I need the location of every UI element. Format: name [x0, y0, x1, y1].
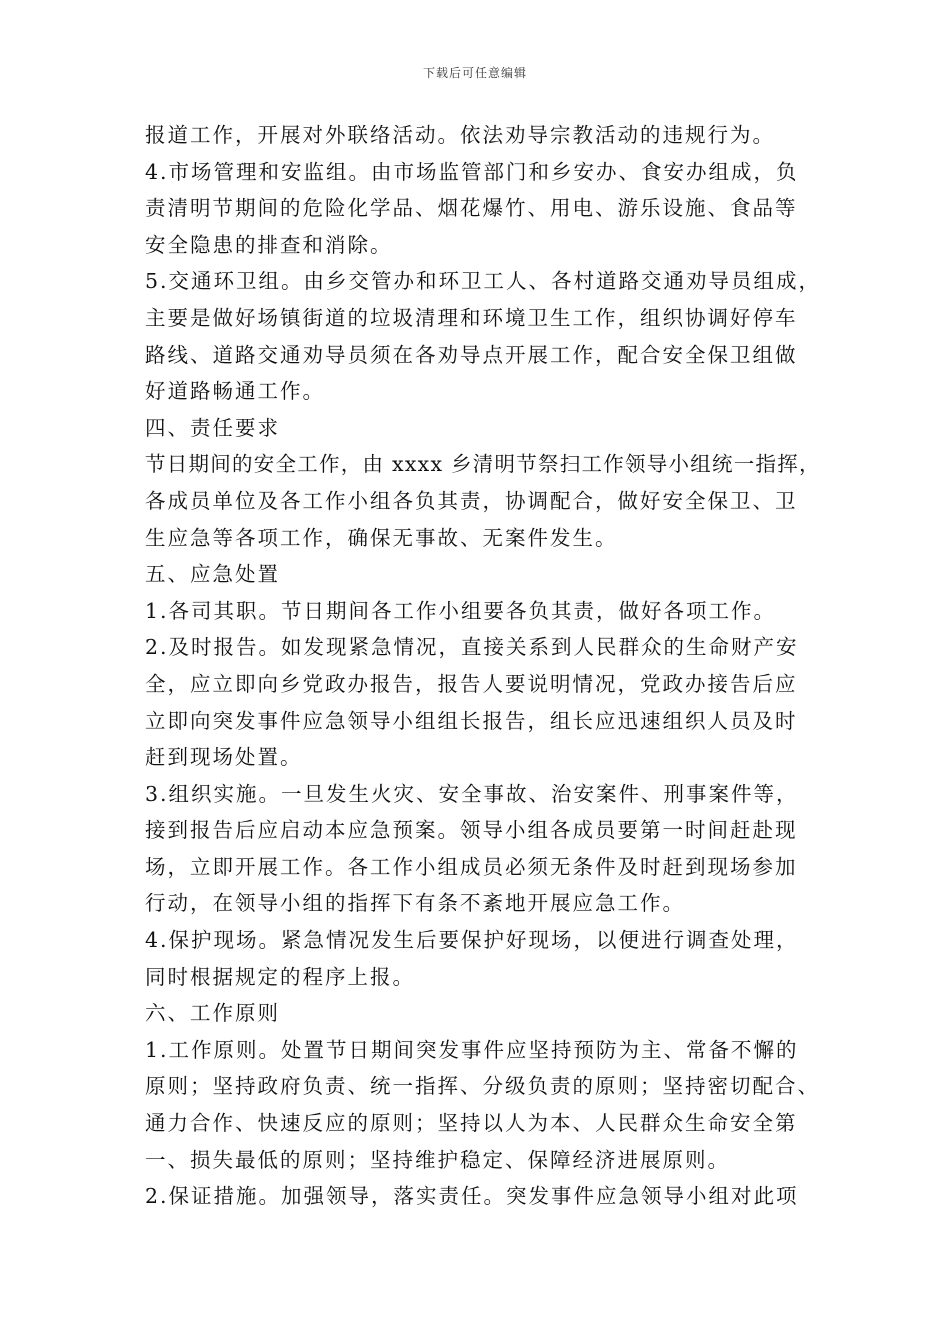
text-line: 场，立即开展工作。各工作小组成员必须无条件及时赶到现场参加: [145, 854, 798, 879]
document-body: [145, 117, 825, 1215]
text-line: 责清明节期间的危险化学品、烟花爆竹、用电、游乐设施、食品等: [145, 196, 798, 221]
text-line: 通力合作、快速反应的原则；坚持以人为本、人民群众生命安全第: [145, 1111, 798, 1136]
text-line: 六、工作原则: [145, 1001, 280, 1026]
text-line: 四、责任要求: [145, 415, 280, 440]
text-line: 报道工作，开展对外联络活动。依法劝导宗教活动的违规行为。: [145, 123, 775, 147]
text-line: 同时根据规定的程序上报。: [145, 964, 415, 989]
text-line: 安全隐患的排查和消除。: [145, 232, 393, 257]
text-line: 主要是做好场镇街道的垃圾清理和环境卫生工作，组织协调好停车: [145, 305, 798, 330]
text-line: 2.及时报告。如发现紧急情况，直接关系到人民群众的生命财产安: [145, 635, 799, 660]
text-line: 2.保证措施。加强领导，落实责任。突发事件应急领导小组对此项: [145, 1184, 799, 1209]
text-line: 赶到现场处置。: [145, 745, 303, 770]
text-line: 接到报告后应启动本应急预案。领导小组各成员要第一时间赶赴现: [145, 818, 798, 843]
text-line: 五、应急处置: [145, 562, 280, 587]
text-line: 原则；坚持政府负责、统一指挥、分级负责的原则；坚持密切配合、: [145, 1074, 820, 1099]
text-line: 一、损失最低的原则；坚持维护稳定、保障经济进展原则。: [145, 1147, 730, 1172]
text-line: 4.保护现场。紧急情况发生后要保护好现场，以便进行调查处理，: [145, 928, 799, 953]
text-line: 好道路畅通工作。: [145, 379, 325, 404]
text-line: 节日期间的安全工作，由 xxxx 乡清明节祭扫工作领导小组统一指挥，: [145, 452, 821, 477]
text-line: 3.组织实施。一旦发生火灾、安全事故、治安案件、刑事案件等，: [145, 781, 799, 806]
text-line: 各成员单位及各工作小组各负其责，协调配合，做好安全保卫、卫: [145, 488, 798, 513]
text-line: 立即向突发事件应急领导小组组长报告，组长应迅速组织人员及时: [145, 708, 798, 733]
text-line: 生应急等各项工作，确保无事故、无案件发生。: [145, 525, 618, 550]
text-line: 行动，在领导小组的指挥下有条不紊地开展应急工作。: [145, 891, 685, 916]
text-line: 全，应立即向乡党政办报告，报告人要说明情况，党政办接告后应: [145, 671, 798, 696]
page-header: 下载后可任意编辑: [422, 66, 527, 80]
text-line: 1.各司其职。节日期间各工作小组要各负其责，做好各项工作。: [145, 598, 777, 623]
text-line: 5.交通环卫组。由乡交管办和环卫工人、各村道路交通劝导员组成，: [145, 269, 822, 294]
text-line: 1.工作原则。处置节日期间突发事件应坚持预防为主、常备不懈的: [145, 1037, 799, 1062]
text-line: 路线、道路交通劝导员须在各劝导点开展工作，配合安全保卫组做: [145, 342, 798, 367]
text-line: 4.市场管理和安监组。由市场监管部门和乡安办、食安办组成，负: [145, 159, 799, 184]
